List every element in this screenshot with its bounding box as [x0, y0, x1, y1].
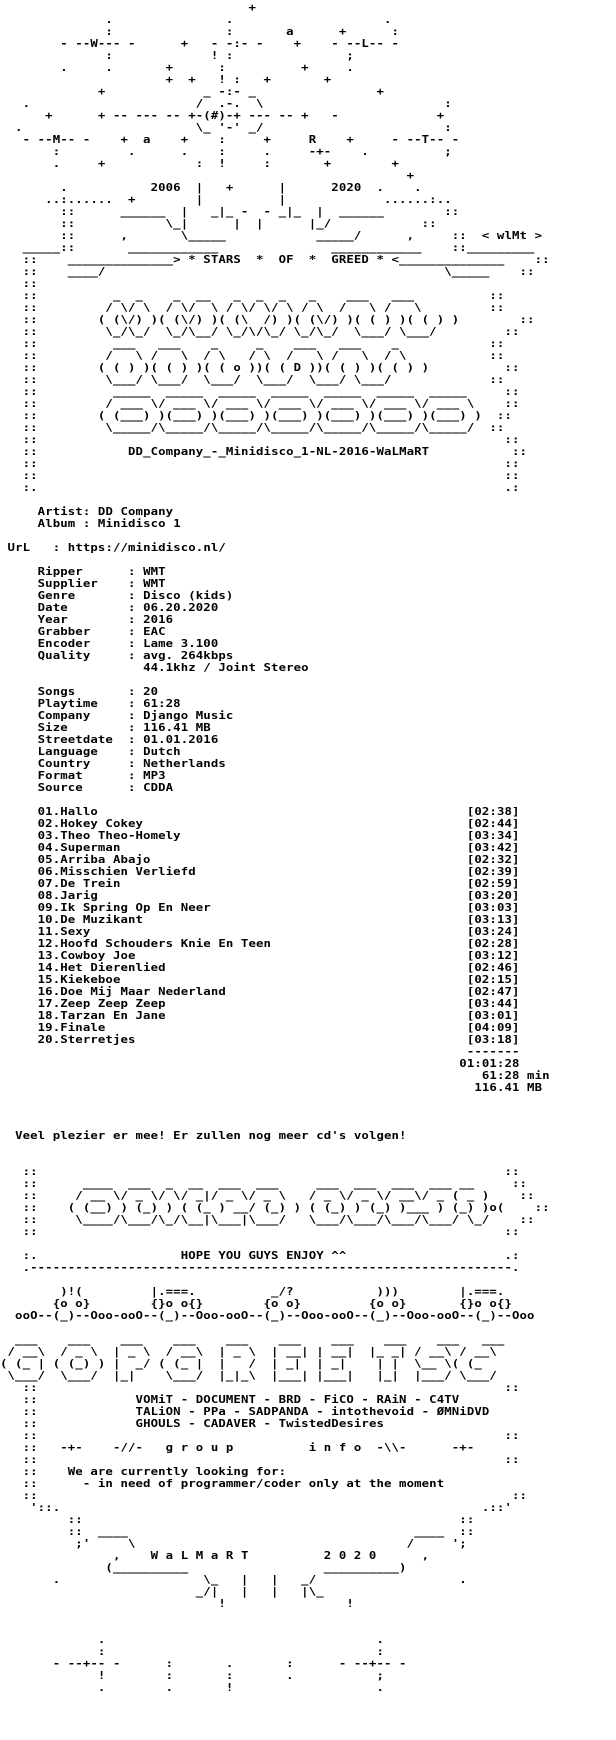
greets-line-3: GHOULS - CADAVER - TwistedDesires — [135, 1417, 385, 1430]
track-time: [02:38] — [466, 805, 520, 818]
note-line — [0, 1130, 550, 1142]
track-time: [03:20] — [466, 889, 520, 902]
logo-art-line: :: \_____/\_____/\_____/\_____/\_____/\_____/\_____/ :: — [0, 421, 505, 434]
logo-art-line: :: / ___ \/ ___ \/ ___ \/ ___ \/ ___ \/ ___ \/ ___ \ :: — [0, 397, 520, 410]
total-minutes: 61:28 min — [481, 1069, 550, 1082]
greets-line: :: TALiON - PPa - SADPANDA - intothevoid - ØMNiDVD — [0, 1405, 490, 1418]
chain-art-line: ooO--(_)--Ooo-ooO--(_)--Ooo-ooO--(_)--Ooo-ooO--(_)--Ooo-ooO--(_)--Ooo — [0, 1309, 535, 1322]
logo-art-line: ( (_ | ( (_) ) | _/ ( (_ | | / | _| | _| | | \__ \( (_ — [0, 1357, 490, 1370]
ascii-art-line: ;' \ / '; — [0, 1537, 467, 1550]
ascii-art-line: + _ -:- _ + — [0, 85, 385, 98]
track-title: 19.Finale — [0, 1021, 106, 1034]
field-label: Supplier : — [0, 577, 144, 590]
url-line — [0, 542, 550, 554]
track-title: 10.De Muzikant — [0, 913, 144, 926]
field-value: CDDA — [143, 781, 174, 794]
field-label: Date : — [0, 601, 144, 614]
ascii-art-line: + + ! : + + — [0, 73, 332, 86]
header-art — [0, 2, 550, 446]
chain-art-line: .----------------------------------------------------------------. — [0, 1261, 520, 1274]
ascii-art-line: :: :: — [0, 1513, 475, 1526]
logo-art-line: :: :: — [0, 433, 520, 446]
logo-art-line: :: ( (\/) )( (\/) )( (\ /) )( (\/) )( ( ) )( ( ) ) :: — [0, 313, 535, 326]
logo-art-line: :: / \/ \ / \/ \ / \/ \/ \ / \ / \ / \ :: — [0, 301, 505, 314]
release-name: DD_Company_-_Minidisco_1-NL-2016-WaLMaRT — [128, 445, 430, 458]
logo-art-line: :: \____/\___/\_/\__|\___|\___/ \___/\___/\___/\___/ \_/ :: — [0, 1213, 535, 1226]
track-title: 15.Kiekeboe — [0, 973, 121, 986]
info-field-row — [0, 662, 550, 674]
track-time: [02:39] — [466, 865, 520, 878]
track-time: [03:44] — [466, 997, 520, 1010]
field-value: WMT — [143, 577, 166, 590]
track-title: 11.Sexy — [0, 925, 91, 938]
track-time: [03:24] — [466, 925, 520, 938]
field-label: Songs : — [0, 685, 144, 698]
footer-signature: W a L M a R T 2 0 2 0 — [150, 1549, 377, 1562]
frame-line: :: :: — [0, 1429, 520, 1442]
track-title: 20.Sterretjes — [0, 1033, 136, 1046]
ascii-art-line: - --W--- - + - -:- - + - --L-- - — [0, 37, 400, 50]
track-time: [03:42] — [466, 841, 520, 854]
ascii-art-line: . . — [0, 1633, 385, 1646]
field-value: 116.41 MB — [143, 721, 211, 734]
release-notes-logo — [0, 1166, 550, 1238]
field-value: avg. 264kbps — [143, 649, 234, 662]
ascii-art-line: . \_ '-' _/ : — [0, 121, 452, 134]
logo-art-line: ___ ___ ___ ___ ___ ___ ___ ___ ___ ___ — [0, 1333, 505, 1346]
greets-line: :: GHOULS - CADAVER - TwistedDesires — [0, 1417, 385, 1430]
ascii-art-line: . + : ! : + + — [0, 157, 400, 170]
greets-line-1: VOMiT - DOCUMENT - BRD - FiCO - RAiN - C4TV — [135, 1393, 460, 1406]
signature-prefix: , — [0, 1549, 151, 1562]
field-label: Quality : — [0, 649, 144, 662]
track-title: 03.Theo Theo-Homely — [0, 829, 181, 842]
field-value: Django Music — [143, 709, 234, 722]
field-value: Dutch — [143, 745, 181, 758]
ascii-art-line: . 2006 | + | 2020 . . — [0, 181, 422, 194]
looking-for-heading: We are currently looking for: — [67, 1465, 287, 1478]
track-title: 04.Superman — [0, 841, 121, 854]
frame-line: :: :: — [0, 469, 520, 482]
note-text: Veel plezier er mee! Er zullen nog meer cd's volgen! — [15, 1129, 407, 1142]
ascii-art-line: . . . — [0, 13, 392, 26]
ascii-art-line: ! : : . ; — [0, 1669, 385, 1682]
field-label: Company : — [0, 709, 144, 722]
field-value: 01.01.2016 — [143, 733, 219, 746]
chain-art-line: )!( |.===. _/? ))) |.===. — [0, 1285, 505, 1298]
track-time: [04:09] — [466, 1021, 520, 1034]
track-list — [0, 806, 550, 1046]
group-info-text: -+- -//- g r o u p i n f o -\\- -+- — [60, 1441, 475, 1454]
ascii-art-line: : : a + : — [0, 25, 400, 38]
total-size: 116.41 MB — [474, 1081, 543, 1094]
total-size-line — [0, 1082, 550, 1094]
logo-art-line: :: _____ _____ _____ _____ _____ _____ _____ :: — [0, 385, 520, 398]
field-value: 20 — [143, 685, 159, 698]
ascii-art-line: . . ! . — [0, 1681, 385, 1694]
field-label: Playtime : — [0, 697, 144, 710]
footer-art — [0, 1490, 550, 1694]
album-field-row — [0, 782, 550, 794]
looking-for-line: :: We are currently looking for: — [0, 1465, 287, 1478]
ascii-art-line: : . . : . -+- . ; — [0, 145, 452, 158]
ascii-art-line: . / .-. \ : — [0, 97, 452, 110]
track-title: 16.Doe Mij Maar Nederland — [0, 985, 226, 998]
track-time: [02:44] — [466, 817, 520, 830]
ascii-art-line: :: — [0, 277, 38, 290]
track-time: [03:12] — [466, 949, 520, 962]
greets-line: :: VOMiT - DOCUMENT - BRD - FiCO - RAiN - C4TV — [0, 1393, 460, 1406]
frame-line: :. .: — [0, 481, 520, 494]
greets-line-2: TALiON - PPa - SADPANDA - intothevoid - ØMNiDVD — [135, 1405, 490, 1418]
field-label: Country : — [0, 757, 144, 770]
ascii-art-line: . . + : + . — [0, 61, 354, 74]
ascii-art-line: :: , \_____ _____/ , :: < wlMt > — [0, 229, 543, 242]
ascii-art-line: :: ____/ \_____ :: — [0, 265, 535, 278]
field-value: EAC — [143, 625, 166, 638]
field-value: 2016 — [143, 613, 174, 626]
track-time: [02:47] — [466, 985, 520, 998]
ascii-art-line: :: \_| | | |_/ :: — [0, 217, 437, 230]
track-time: [03:01] — [466, 1009, 520, 1022]
chain-art — [0, 1262, 550, 1322]
logo-art-line: / __\ / _ \ | _ \ / __\ | _ \ | __| | __| |_ _| / __\ / __\ — [0, 1345, 497, 1358]
signature-suffix: , — [376, 1549, 430, 1562]
group-info-line: :: -+- -//- g r o u p i n f o -\\- -+- — [0, 1441, 475, 1454]
track-title: 01.Hallo — [0, 805, 98, 818]
enjoy-text: HOPE YOU GUYS ENJOY ^^ — [180, 1249, 347, 1262]
album-line — [0, 518, 550, 530]
enjoy-line: :. HOPE YOU GUYS ENJOY ^^ .: — [0, 1249, 520, 1262]
url-value: https://minidisco.nl/ — [67, 541, 226, 554]
ascii-art-line: : ! : ; — [0, 49, 354, 62]
frame-line: :: :: — [0, 1453, 520, 1466]
logo-art-line: :: :: — [0, 1225, 520, 1238]
logo-art-line: :: \_/\_/ \_/\__/ \_/\/\_/ \_/\_/ \___/ \___/ :: — [0, 325, 520, 338]
track-title: 18.Tarzan En Jane — [0, 1009, 166, 1022]
total-time: 01:01:28 — [459, 1057, 520, 1070]
track-time: [03:34] — [466, 829, 520, 842]
field-label: Grabber : — [0, 625, 144, 638]
field-value: Netherlands — [143, 757, 226, 770]
field-value: 06.20.2020 — [143, 601, 219, 614]
logo-art-line: :: ( (___) )(___) )(___) )(___) )(___) )(___) )(___) ) :: — [0, 409, 512, 422]
field-label: Genre : — [0, 589, 144, 602]
logo-art-line: :: ( ( ) )( ( ) )( ( o ))( ( D ))( ( ) )( ( ) ) :: — [0, 361, 520, 374]
blank-line — [0, 1142, 550, 1154]
field-label: Size : — [0, 721, 144, 734]
field-label: Ripper : — [0, 565, 144, 578]
track-title: 12.Hoofd Schouders Knie En Teen — [0, 937, 272, 950]
logo-art-line: :: ( (__) ) (_) ) ( (_ ) __/ (_) ) ( (_) ) (_) )___ ) (_) )o( :: — [0, 1201, 550, 1214]
field-label: Language : — [0, 745, 144, 758]
field-label: Format : — [0, 769, 144, 782]
artist-label: Artist: — [37, 505, 91, 518]
looking-for-item-line: :: - in need of programmer/coder only at the moment — [0, 1477, 445, 1490]
track-title: 06.Misschien Verliefd — [0, 865, 196, 878]
logo-art-line: :: ___ ___ _ _ ___ ___ _ :: — [0, 337, 505, 350]
album-label: Album : — [37, 517, 91, 530]
logo-art-line: :: :: — [0, 1381, 520, 1394]
field-label — [0, 661, 143, 674]
track-title: 13.Cowboy Joe — [0, 949, 136, 962]
field-value: MP3 — [143, 769, 166, 782]
track-title: 08.Jarig — [0, 889, 98, 902]
track-time: [02:28] — [466, 937, 520, 950]
ascii-art-line: - --+-- - : . : - --+-- - — [0, 1657, 407, 1670]
blank-line — [0, 1106, 550, 1118]
greets-logo — [0, 1334, 550, 1394]
ascii-art-line: '::. .::' — [0, 1501, 512, 1514]
chain-art-line: {o o} {}o o{} {o o} {o o} {}o o{} — [0, 1297, 512, 1310]
track-time: [02:46] — [466, 961, 520, 974]
track-time: [03:18] — [466, 1033, 520, 1046]
track-time: [03:13] — [466, 913, 520, 926]
track-time: [02:59] — [466, 877, 520, 890]
track-time: [03:03] — [466, 901, 520, 914]
ascii-art-line: . \_ | | _/ . — [0, 1573, 467, 1586]
ascii-art-line: : : — [0, 1645, 385, 1658]
info-fields — [0, 566, 550, 674]
blank-line — [0, 1094, 550, 1106]
track-title: 02.Hokey Cokey — [0, 817, 144, 830]
ascii-art-line: :: ______ | _|_ - - _|_ | ______ :: — [0, 205, 460, 218]
logo-art-line: :: / __ \/ _ \/ \/ _|/ _ \/ _ \ / _ \/ _ \/ __\/ _ ( _ ) :: — [0, 1189, 535, 1202]
field-label: Streetdate : — [0, 733, 144, 746]
release-name-line: :: DD_Company_-_Minidisco_1-NL-2016-WaLMaRT :: — [0, 445, 528, 458]
logo-art-line: :: _ _ _ __ _ _ _ _ ___ ___ :: — [0, 289, 505, 302]
ascii-art-line: :: ______________> * STARS * OF * GREED * <______________ :: — [0, 253, 550, 266]
ascii-art-line: _/| | | |\_ — [0, 1585, 324, 1598]
field-label: Year : — [0, 613, 144, 626]
album-value: Minidisco 1 — [97, 517, 181, 530]
field-value: Lame 3.100 — [143, 637, 219, 650]
track-title: 07.De Trein — [0, 877, 121, 890]
ascii-art-line: :: ____ ____ :: — [0, 1525, 475, 1538]
ascii-art-line: ..:...... + | | ......:.. — [0, 193, 452, 206]
ascii-art-line: ! ! — [0, 1597, 354, 1610]
ascii-art-line: _____:: ____________ ____________ ::_________ — [0, 241, 535, 254]
field-label: Encoder : — [0, 637, 144, 650]
field-value: WMT — [143, 565, 166, 578]
logo-art-line: :: \___/ \___/ \___/ \___/ \___/ \___/ :: — [0, 373, 505, 386]
field-label: Source : — [0, 781, 144, 794]
ascii-art-line: + — [0, 1, 257, 14]
ascii-art-line: - --M-- - + a + : + R + - --T-- - — [0, 133, 460, 146]
field-value: 44.1khz / Joint Stereo — [143, 661, 309, 674]
looking-for-item: - in need of programmer/coder only at the moment — [82, 1477, 445, 1490]
ascii-art-line: :: :: — [0, 1489, 528, 1502]
track-time: [02:15] — [466, 973, 520, 986]
track-title: 09.Ik Spring Op En Neer — [0, 901, 211, 914]
track-title: 17.Zeep Zeep Zeep — [0, 997, 166, 1010]
logo-art-line: :: :: — [0, 1165, 520, 1178]
track-title: 05.Arriba Abajo — [0, 853, 151, 866]
field-value: 61:28 — [143, 697, 181, 710]
ascii-art-line: (__________ __________) — [0, 1561, 407, 1574]
ascii-art-line: + + -- --- -- +-(#)-+ --- -- + - + — [0, 109, 445, 122]
field-value: Disco (kids) — [143, 589, 234, 602]
nfo-document — [0, 2, 550, 1694]
track-time: [02:32] — [466, 853, 520, 866]
album-fields — [0, 686, 550, 794]
logo-art-line: :: / \ / \ / \ / \ / \ / \ / \ :: — [0, 349, 505, 362]
logo-art-line: \___/ \___/ |_| \___/ |_|_\ |___| |___| |_| |___/ \___/ — [0, 1369, 497, 1382]
ascii-art-line: + — [0, 169, 415, 182]
frame-line: :: :: — [0, 457, 520, 470]
track-title: 14.Het Dierenlied — [0, 961, 166, 974]
url-label: UrL : — [7, 541, 61, 554]
totals-rule: ------- — [466, 1045, 520, 1058]
artist-value: DD Company — [97, 505, 174, 518]
logo-art-line: :: ____ ___ _ __ ___ ___ ___ ___ ___ ___ __ :: — [0, 1177, 528, 1190]
